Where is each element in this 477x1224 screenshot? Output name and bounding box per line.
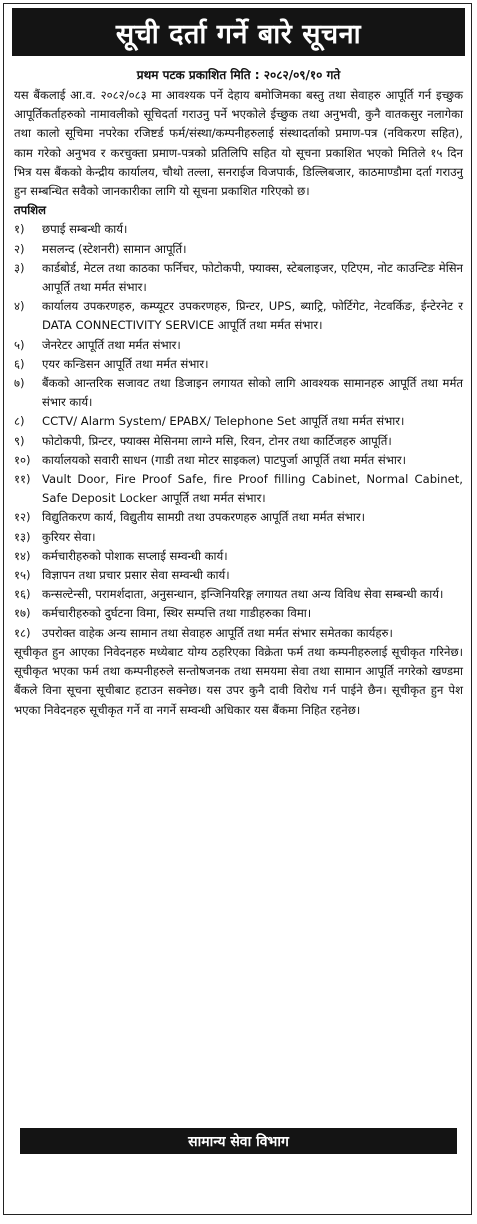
list-item: [14, 240, 463, 259]
item-number: १५): [14, 568, 31, 583]
item-text: विज्ञापन तथा प्रचार प्रसार सेवा सम्वन्धी कार्य।: [42, 568, 230, 583]
list-item: [14, 604, 463, 623]
item-text: CCTV/ Alarm System/ EPABX/ Telephone Set आपूर्ति तथा मर्मत संभार।: [42, 414, 405, 429]
closing-paragraph: सूचीकृत हुन आएका निवेदनहरु मध्येबाट योग्य ठहरिएका विक्रेता फर्म तथा कम्पनीहरुलाई सूचीकृत गरिनेछ। सूचीकृत भएका फर्म तथा कम्पनीहरुले सन्तोषजनक तथा समयमा सेवा तथा सामान आपूर्ति नगरेको खण्डमा बैंकले विना सूचना सूचीबाट हटाउन सक्नेछ। यस उपर कुनै दावी विरोध गर्न पाईने छैन। सूचीकृत हुन पेश भएका निवेदनहरु सूचीकृत गर्ने वा नगर्ने सम्वन्धी अधिकार यस बैंकमा निहित रहनेछ।: [14, 644, 463, 717]
list-item: [14, 412, 463, 431]
item-number: ११): [14, 472, 31, 487]
item-number: ३): [14, 260, 25, 275]
item-text: फोटोकपी, प्रिन्टर, फ्याक्स मेसिनमा लाग्ने मसि, रिवन, टोनर तथा कार्टिजहरु आपूर्ति।: [42, 433, 392, 448]
list-item: [14, 585, 463, 604]
item-text: कर्मचारीहरुको दुर्घटना विमा, स्थिर सम्पत्ति तथा गाडीहरुका विमा।: [42, 606, 312, 621]
list-item: [14, 547, 463, 566]
item-text: विद्युतिकरण कार्य, विद्युतीय सामग्री तथा उपकरणहरु आपूर्ति तथा मर्मत संभार।: [42, 510, 366, 525]
item-text: बैंकको आन्तरिक सजावट तथा डिजाइन लगायत सोको लागि आवश्यक सामानहरु आपूर्ति तथा मर्मत संभार कार्य।: [42, 376, 463, 410]
item-number: ९): [14, 433, 25, 448]
item-number: ६): [14, 356, 25, 371]
item-number: १३): [14, 529, 31, 544]
list-item: [14, 508, 463, 527]
list-item: [14, 528, 463, 547]
item-text: कार्यालय उपकरणहरु, कम्प्यूटर उपकरणहरु, प्रिन्टर, UPS, ब्याट्रि, फोर्टिगेट, नेटवर्किङ, ईन्टेरनेट र DATA CONNECTIVITY SERVICE आपूर्ति तथा मर्मत संभार।: [42, 299, 463, 333]
notice-title: सूची दर्ता गर्ने बारे सूचना: [12, 8, 465, 56]
department-banner: सामान्य सेवा विभाग: [20, 1128, 457, 1154]
item-text: छपाई सम्बन्धी कार्य।: [42, 222, 128, 237]
list-item: [14, 470, 463, 508]
item-number: ४): [14, 299, 25, 314]
item-text: कुरियर सेवा।: [42, 529, 96, 544]
item-text: कन्सल्टेन्सी, परामर्शदाता, अनुसन्धान, इन्जिनियरिङ्ग लगायत तथा अन्य विविध सेवा सम्बन्धी कार्य।: [42, 587, 444, 602]
list-item: [14, 336, 463, 355]
list-item: [14, 220, 463, 239]
item-number: १२): [14, 510, 31, 525]
item-text: Vault Door, Fire Proof Safe, fire Proof filling Cabinet, Normal Cabinet, Safe Deposit Locker आपूर्ति तथा मर्मत संभार।: [42, 472, 463, 506]
item-text: जेनरेटर आपूर्ति तथा मर्मत संभार।: [42, 337, 181, 352]
item-text: कार्यालयको सवारी साधन (गाडी तथा मोटर साइकल) पाटपुर्जा आपूर्ति तथा मर्मत संभार।: [42, 452, 407, 467]
item-number: १४): [14, 548, 31, 563]
details-heading: तपशिल: [14, 203, 46, 218]
item-text: मसलन्द (स्टेशनरी) सामान आपूर्ति।: [42, 241, 187, 256]
item-number: २): [14, 241, 25, 256]
item-text: कार्डबोर्ड, मेटल तथा काठका फर्निचर, फोटोकपी, फ्याक्स, स्टेबलाइजर, एटिएम, नोट काउन्टिङ मेसिन आपूर्ति तथा मर्मत संभार।: [42, 260, 463, 295]
item-number: १): [14, 222, 25, 237]
list-item: [14, 451, 463, 470]
list-item: [14, 432, 463, 451]
first-published-date: प्रथम पटक प्रकाशित मिति : २०८२/०९/१० गते: [136, 68, 341, 82]
list-item: [14, 259, 463, 297]
item-number: १०): [14, 452, 31, 467]
list-item: [14, 297, 463, 335]
item-number: १७): [14, 606, 31, 621]
list-item: [14, 374, 463, 412]
list-item: [14, 566, 463, 585]
list-item: [14, 355, 463, 374]
list-item: [14, 624, 463, 643]
intro-paragraph: यस बैंकलाई आ.व. २०८२/०८३ मा आवश्यक पर्ने देहाय बमोजिमका बस्तु तथा सेवाहरु आपूर्ति गर्न इच्छुक आपूर्तिकर्ताहरुको नामावलीको सूचिदर्ता गराउनु पर्ने भएकोले ईच्छुक तथा अनुभवी, कुनै वातकसुर नलागेका तथा कालो सूचिमा नपरेका रजिष्टर्ड फर्म/संस्था/कम्पनीहरुलाई संस्थादर्ताको प्रमाण-पत्र (नविकरण सहित), काम गरेको अनुभव र करचुक्ता प्रमाण-पत्रको प्रतिलिपि सहित यो सूचना प्रकाशित भएको मितिले १५ दिन भित्र यस बैंकको केन्द्रीय कार्यालय, चौथो तल्ला, सनराईज विजपार्क, डिल्लिबजार, काठमाण्डौमा दर्ता गराउनु हुन सम्बन्धित सवैको जानकारीका लागि यो सूचना प्रकाशित गरिएको छ।: [14, 88, 463, 199]
notice-body: [14, 86, 463, 720]
item-number: ७): [14, 376, 25, 391]
bank-logo-area: [20, 1160, 457, 1224]
item-number: १६): [14, 587, 31, 602]
item-number: ८): [14, 414, 25, 429]
item-text: उपरोक्त वाहेक अन्य सामान तथा सेवाहरु आपूर्ति तथा मर्मत संभार समेतका कार्यहरु।: [42, 625, 393, 640]
item-text: एयर कन्डिसन आपूर्ति तथा मर्मत संभार।: [42, 356, 209, 371]
item-text: कर्मचारीहरुको पोशाक सप्लाई सम्वन्धी कार्य।: [42, 548, 228, 563]
details-list: [14, 220, 463, 642]
item-number: ५): [14, 337, 25, 352]
item-number: १८): [14, 625, 31, 640]
